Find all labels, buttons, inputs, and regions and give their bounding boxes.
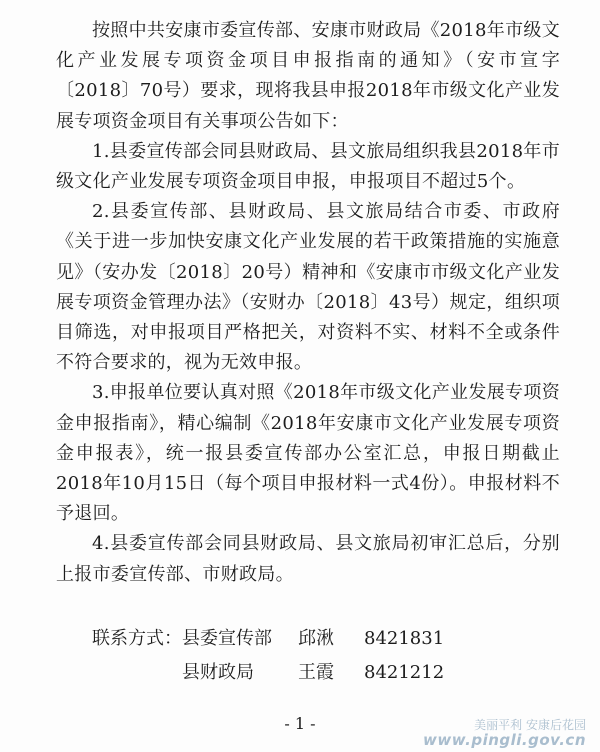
- contact-phone: 8421212: [364, 662, 445, 683]
- contact-unit: 县委宣传部: [182, 628, 272, 649]
- contact-label: 联系方式：: [92, 628, 182, 649]
- contact-block: [92, 622, 444, 690]
- item-2-paragraph: 2.县委宣传部、县财政局、县文旅局结合市委、市政府《关于进一步加快安康文化产业发展的若干政策措施的实施意见》（安办发〔2018〕20号）精神和《安康市市级文化产业发展专项资金管理办法》（安财办〔2018〕43号）规定，组织项目筛选，对申报项目严格把关，对资料不实、材料不全或条件不符合要求的，视为无效申报。: [56, 201, 560, 374]
- site-watermark: [423, 718, 586, 748]
- watermark-slogan: 美丽平利 安康后花园: [474, 718, 586, 732]
- item-4-paragraph: 4.县委宣传部会同县财政局、县文旅局初审汇总后，分别上报市委宣传部、市财政局。: [56, 533, 560, 585]
- contact-row: [92, 656, 444, 690]
- document-body: [56, 16, 560, 590]
- contact-phone: 8421831: [364, 628, 445, 649]
- item-3-paragraph: 3.申报单位要认真对照《2018年市级文化产业发展专项资金申报指南》，精心编制《2018年安康市文化产业发展专项资金申报表》，统一报县委宣传部办公室汇总，申报日期截止2018年10月15日（每个项目申报材料一式4份）。申报材料不予退回。: [56, 382, 560, 525]
- contact-row: [92, 622, 444, 656]
- intro-paragraph: 按照中共安康市委宣传部、安康市财政局《2018年市级文化产业发展专项资金项目申报指南的通知》（安市宣字〔2018〕70号）要求，现将我县申报2018年市级文化产业发展专项资金项目有关事项公告如下：: [56, 20, 560, 132]
- page-number: - 1 -: [284, 714, 316, 733]
- contact-name: 王霞: [298, 662, 334, 683]
- watermark-url: www.pingli.gov.cn: [423, 731, 586, 749]
- item-1-paragraph: 1.县委宣传部会同县财政局、县文旅局组织我县2018年市级文化产业发展专项资金项目申报，申报项目不超过5个。: [56, 140, 560, 193]
- contact-name: 邱湫: [298, 628, 334, 649]
- contact-unit: 县财政局: [182, 662, 254, 683]
